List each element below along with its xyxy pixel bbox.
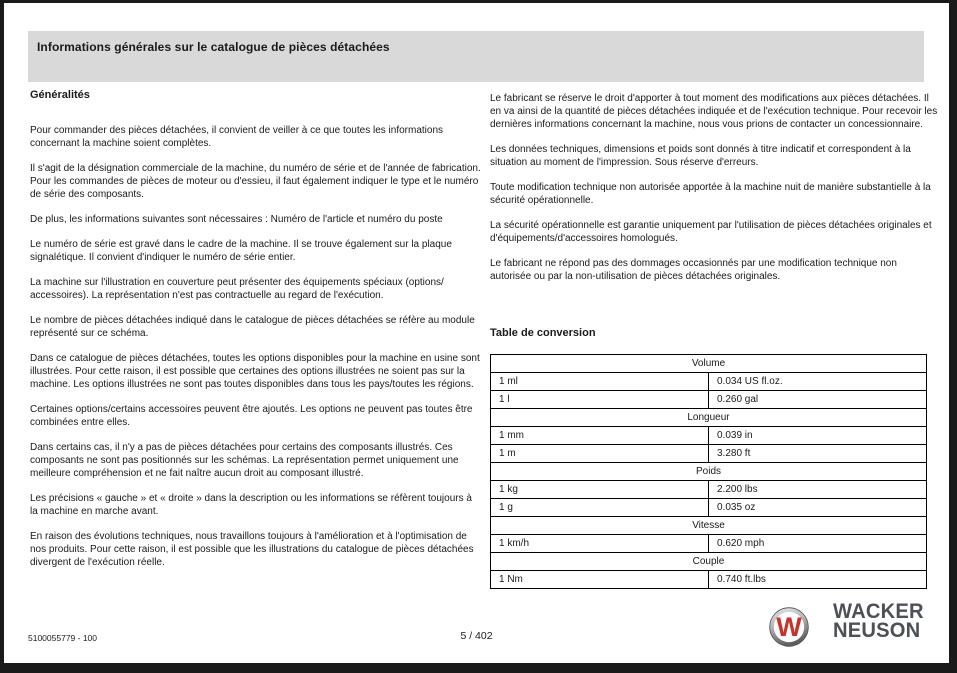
table-cell: 2.200 lbs (709, 481, 927, 499)
generalites-heading: Généralités (30, 89, 90, 101)
svg-text:W: W (776, 612, 802, 642)
table-section-title: Volume (491, 355, 927, 373)
chapter-header-bar (28, 31, 924, 82)
paragraph: Il s'agit de la désignation commerciale de la machine, du numéro de série et de l'année de fabrication. Pour les commandes de pièces de moteur ou d'essieu, il faut également indiquer le type et le numéro de série des composants. (30, 163, 481, 200)
paragraph: Certaines options/certains accessoires peuvent être ajoutés. Les options ne peuvent pas toutes être combinées entre elles. (30, 404, 473, 428)
paragraph: La machine sur l'illustration en couverture peut présenter des équipements spéciaux (options/ accessoires). La représentation n'est pas contractuelle au regard de l'exécution. (30, 277, 444, 301)
paragraph: Le numéro de série est gravé dans le cadre de la machine. Il se trouve également sur la plaque signalétique. Il convient d'indiquer le numéro de série entier. (30, 239, 452, 263)
document-number: 5100055779 - 100 (28, 633, 98, 643)
table-cell: 0.620 mph (709, 535, 927, 553)
paragraph: Les données techniques, dimensions et poids sont donnés à titre indicatif et correspondent à la situation au moment de l'impression. Sous réserve d'erreurs. (490, 144, 911, 168)
table-section-row (491, 553, 927, 571)
table-cell: 1 m (491, 445, 709, 463)
table-section-row (491, 517, 927, 535)
right-text-column (490, 92, 939, 589)
table-section-title: Vitesse (491, 517, 927, 535)
paragraph: Le nombre de pièces détachées indiqué dans le catalogue de pièces détachées se réfère au module représenté sur ce schéma. (30, 315, 475, 339)
page-number: 5 / 402 (460, 630, 493, 642)
table-cell: 0.039 in (709, 427, 927, 445)
brand-line-2: NEUSON (833, 619, 921, 642)
table-cell: 3.280 ft (709, 445, 927, 463)
table-cell: 1 l (491, 391, 709, 409)
table-row (491, 499, 927, 517)
table-cell: 1 kg (491, 481, 709, 499)
table-cell: 0.035 oz (709, 499, 927, 517)
table-section-row (491, 463, 927, 481)
paragraph: Dans ce catalogue de pièces détachées, toutes les options disponibles pour la machine en usine sont illustrées. Pour cette raison, il est possible que certaines des options illustrées ne soient pas sur la machine. Les options illustrées ne sont pas toutes disponibles dans tous les pays/toutes les régions. (30, 353, 480, 390)
table-row (491, 373, 927, 391)
document-page (4, 3, 949, 663)
table-row (491, 481, 927, 499)
paragraph: Dans certains cas, il n'y a pas de pièces détachées pour certains des composants illustrés. Ces composants ne sont pas positionnés sur les schémas. La représentation permet uniquement une meilleure compréhension et ne fait naître aucun droit au composant illustré. (30, 442, 459, 479)
table-section-title: Couple (491, 553, 927, 571)
table-cell: 1 ml (491, 373, 709, 391)
paragraph: Le fabricant ne répond pas des dommages occasionnés par une modification technique non autorisée ou par la non-utilisation de pièces détachées originales. (490, 258, 897, 282)
brand-line-1: WACKER (833, 600, 924, 623)
paragraph: Le fabricant se réserve le droit d'apporter à tout moment des modifications aux pièces détachées. Il en va ainsi de la quantité de pièces détachées indiquée et de l'exécution technique. Pour recevoir les dernières informations concernant la machine, nous vous prions de contacter un concessionnaire. (490, 93, 938, 130)
conversion-table (490, 354, 927, 589)
conversion-table-heading: Table de conversion (490, 327, 596, 339)
paragraph: En raison des évolutions techniques, nous travaillons toujours à l'amélioration et à l'optimisation de nos produits. Pour cette raison, il est possible que les illustrations du catalogue de pièces détachées divergent de l'exécution réelle. (30, 531, 474, 568)
table-row (491, 535, 927, 553)
table-cell: 0.034 US fl.oz. (709, 373, 927, 391)
table-cell: 1 g (491, 499, 709, 517)
table-row (491, 391, 927, 409)
paragraph: Pour commander des pièces détachées, il convient de veiller à ce que toutes les informations concernant la machine soient complètes. (30, 125, 444, 149)
table-row (491, 571, 927, 589)
left-text-column (30, 89, 482, 581)
paragraph: De plus, les informations suivantes sont nécessaires : Numéro de l'article et numéro du poste (30, 214, 443, 225)
wacker-neuson-w-icon (769, 607, 809, 652)
table-cell: 0.740 ft.lbs (709, 571, 927, 589)
table-section-row (491, 355, 927, 373)
table-cell: 1 Nm (491, 571, 709, 589)
table-cell: 1 km/h (491, 535, 709, 553)
table-section-title: Poids (491, 463, 927, 481)
chapter-title: Informations générales sur le catalogue de pièces détachées (37, 40, 390, 54)
table-cell: 1 mm (491, 427, 709, 445)
table-row (491, 427, 927, 445)
paragraph: La sécurité opérationnelle est garantie uniquement par l'utilisation de pièces détachées originales et d'équipements/d'accessoires homologués. (490, 220, 932, 244)
paragraph: Les précisions « gauche » et « droite » dans la description ou les informations se réfèrent toujours à la machine en marche avant. (30, 493, 472, 517)
table-section-row (491, 409, 927, 427)
table-cell: 0.260 gal (709, 391, 927, 409)
wacker-neuson-logo (769, 600, 934, 650)
wacker-neuson-wordmark (833, 602, 924, 640)
paragraph: Toute modification technique non autorisée apportée à la machine nuit de manière substantielle à la sécurité opérationnelle. (490, 182, 931, 206)
table-section-title: Longueur (491, 409, 927, 427)
table-row (491, 445, 927, 463)
